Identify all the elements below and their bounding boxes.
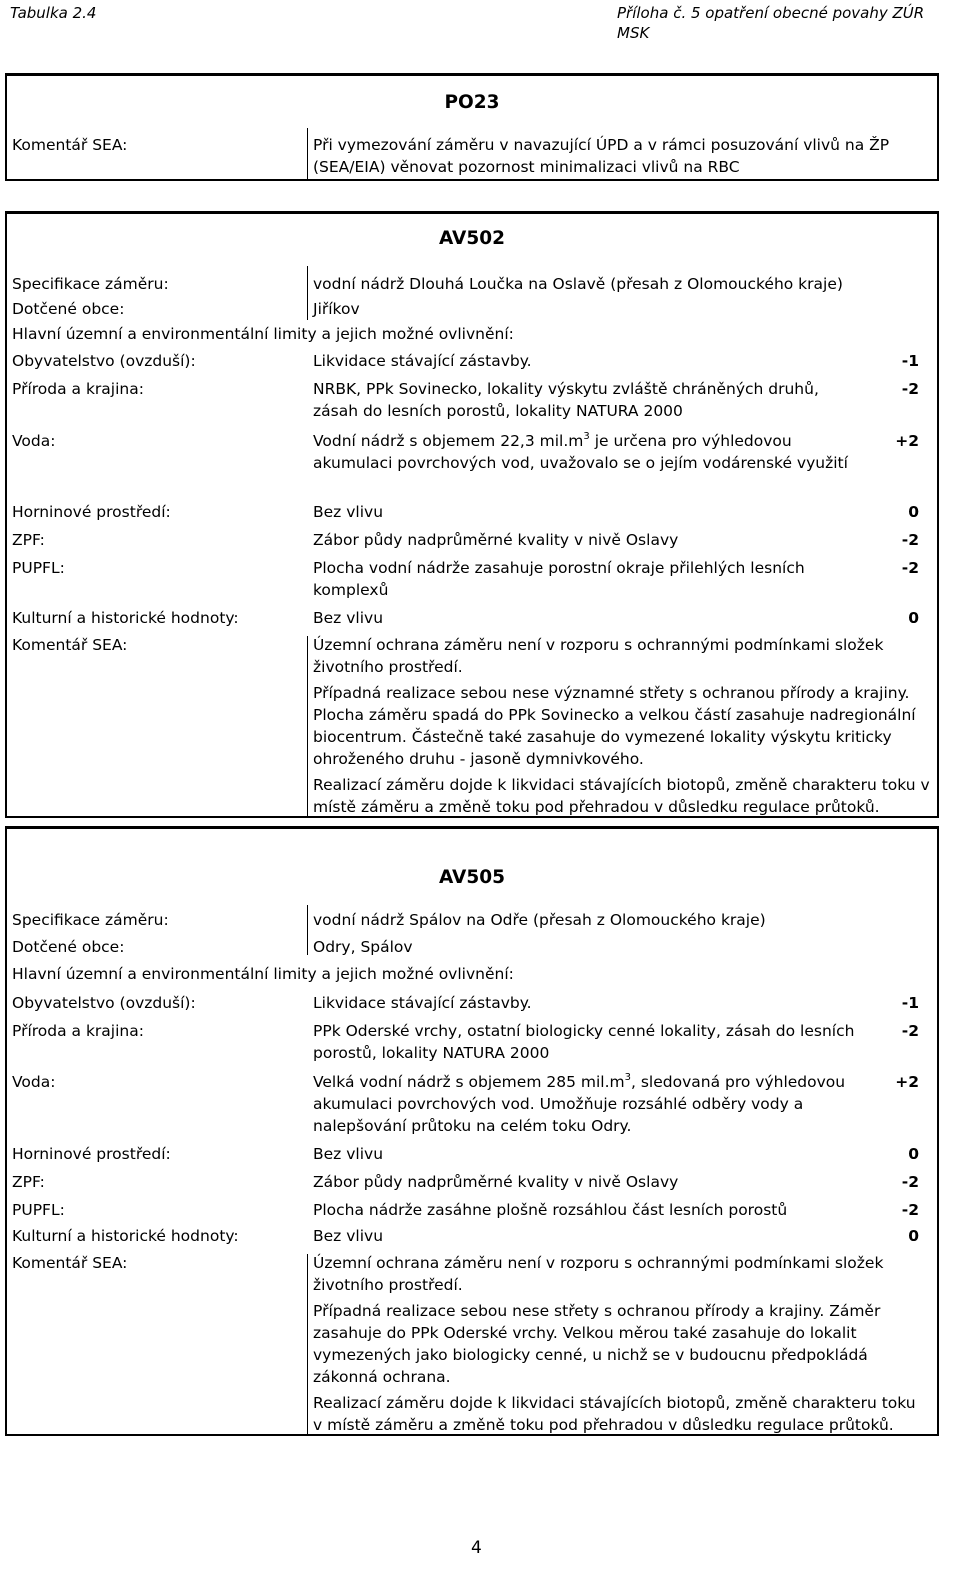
av505-section [5,826,939,1436]
av505-spec-label: Specifikace záměru: [12,911,169,929]
av502-spec-value: vodní nádrž Dlouhá Loučka na Oslavě (přesah z Olomouckého kraje) [313,275,843,293]
row-score: 0 [908,503,919,521]
po23-comment-text: Při vymezování záměru v navazující ÚPD a v rámci posuzování vlivů na ŽP (SEA/EIA) věnovat pozornost minimalizaci vlivů na RBC [313,136,890,176]
comment-label: Komentář SEA: [12,636,128,654]
po23-section [5,73,939,181]
row-text: Plocha nádrže zasáhne plošně rozsáhlou část lesních porostů [313,1201,788,1219]
row-label: PUPFL: [12,1201,65,1219]
row-score: +2 [895,1073,919,1091]
row-score: -2 [901,531,919,549]
av502-section [5,211,939,818]
av502-obce-label: Dotčené obce: [12,300,125,318]
row-text-part: Vodní nádrž s objemem 22,3 mil.m [313,432,584,450]
column-divider [307,1254,308,1434]
av502-spec-label: Specifikace záměru: [12,275,169,293]
row-text: Bez vlivu [313,1145,384,1163]
row-score: 0 [908,609,919,627]
row-score: -2 [901,380,919,398]
comment-paragraph: Případná realizace sebou nese významné střety s ochranou přírody a krajiny. Plocha záměru spadá do PPk Sovinecko a velkou částí zasahuje nadregionální biocentrum. Částečně také zasahuje do vymezené lokality výskytu kriticky ohroženého druhu - jasoně dymnivkového. [313,684,916,768]
av505-obce-value: Odry, Spálov [313,938,413,956]
superscript: 3 [583,430,590,442]
row-label: Obyvatelstvo (ovzduší): [12,352,196,370]
row-text: Likvidace stávající zástavby. [313,994,532,1012]
row-text: NRBK, PPk Sovinecko, lokality výskytu zvláště chráněných druhů, zásah do lesních porostů, lokality NATURA 2000 [313,380,819,420]
column-divider [307,128,308,179]
row-text: Zábor půdy nadprůměrné kvality v nivě Oslavy [313,1173,679,1191]
row-label: Kulturní a historické hodnoty: [12,609,239,627]
comment-paragraph: Realizací záměru dojde k likvidaci stávajících biotopů, změně charakteru toku v místě záměru a změně toku pod přehradou v důsledku regulace průtoků. [313,776,930,816]
column-divider [307,905,308,955]
row-text: PPk Oderské vrchy, ostatní biologicky cenné lokality, zásah do lesních porostů, lokality NATURA 2000 [313,1022,855,1062]
row-text: Likvidace stávající zástavby. [313,352,532,370]
av502-title: AV502 [439,228,505,249]
row-label: Příroda a krajina: [12,1022,144,1040]
row-score: -2 [901,1173,919,1191]
row-label: Kulturní a historické hodnoty: [12,1227,239,1245]
row-label: ZPF: [12,531,45,549]
row-label: Horninové prostředí: [12,503,171,521]
row-score: -2 [901,1022,919,1040]
row-score: 0 [908,1227,919,1245]
po23-comment-label: Komentář SEA: [12,136,128,154]
av502-obce-value: Jiříkov [313,300,360,318]
row-label: PUPFL: [12,559,65,577]
row-text-part: Velká vodní nádrž s objemem 285 mil.m [313,1073,625,1091]
row-label: ZPF: [12,1173,45,1191]
row-text [313,430,859,474]
comment-paragraph: Územní ochrana záměru není v rozporu s ochrannými podmínkami složek životního prostředí. [313,1254,884,1294]
column-divider [307,636,308,816]
superscript: 3 [624,1071,631,1083]
row-score: +2 [895,432,919,450]
av505-obce-label: Dotčené obce: [12,938,125,956]
av502-limits-heading: Hlavní územní a environmentální limity a jejich možné ovlivnění: [12,325,514,343]
appendix-reference: Příloha č. 5 opatření obecné povahy ZÚR MSK [617,4,925,42]
comment-text [313,1252,928,1436]
comment-paragraph: Územní ochrana záměru není v rozporu s ochrannými podmínkami složek životního prostředí. [313,636,884,676]
row-score: -2 [901,559,919,577]
row-text: Bez vlivu [313,1227,384,1245]
row-text [313,1071,859,1137]
comment-text [313,634,933,818]
column-divider [307,266,308,320]
av505-spec-value: vodní nádrž Spálov na Odře (přesah z Olomouckého kraje) [313,911,766,929]
comment-label: Komentář SEA: [12,1254,128,1272]
page-number: 4 [471,1538,482,1558]
row-text-part: je určena pro výhledovou akumulaci povrchových vod, uvažovalo se o jejím vodárenské využití [313,432,848,472]
row-score: -1 [901,352,919,370]
row-score: -2 [901,1201,919,1219]
row-label: Horninové prostředí: [12,1145,171,1163]
row-label: Obyvatelstvo (ovzduší): [12,994,196,1012]
row-label: Voda: [12,1073,56,1091]
comment-paragraph: Realizací záměru dojde k likvidaci stávajících biotopů, změně charakteru toku v místě záměru a změně toku pod přehradou v důsledku regulace průtoků. [313,1394,916,1434]
row-text: Plocha vodní nádrže zasahuje porostní okraje přilehlých lesních komplexů [313,559,805,599]
row-text: Bez vlivu [313,609,384,627]
row-score: -1 [901,994,919,1012]
row-text: Bez vlivu [313,503,384,521]
row-text-part: , sledovaná pro výhledovou akumulaci povrchových vod. Umožňuje rozsáhlé odběry vody a nalepšování průtoku na celém toku Odry. [313,1073,846,1135]
av505-limits-heading: Hlavní územní a environmentální limity a jejich možné ovlivnění: [12,965,514,983]
row-label: Příroda a krajina: [12,380,144,398]
po23-title: PO23 [444,92,500,113]
row-score: 0 [908,1145,919,1163]
av505-title: AV505 [439,867,505,888]
row-label: Voda: [12,432,56,450]
comment-paragraph: Případná realizace sebou nese střety s ochranou přírody a krajiny. Záměr zasahuje do PPk Oderské vrchy. Velkou měrou také zasahuje do lokalit vymezených jako biologicky cenné, u nichž se v budoucnu předpokládá zákonná ochrana. [313,1302,881,1386]
row-text: Zábor půdy nadprůměrné kvality v nivě Oslavy [313,531,679,549]
table-reference: Tabulka 2.4 [10,4,97,22]
